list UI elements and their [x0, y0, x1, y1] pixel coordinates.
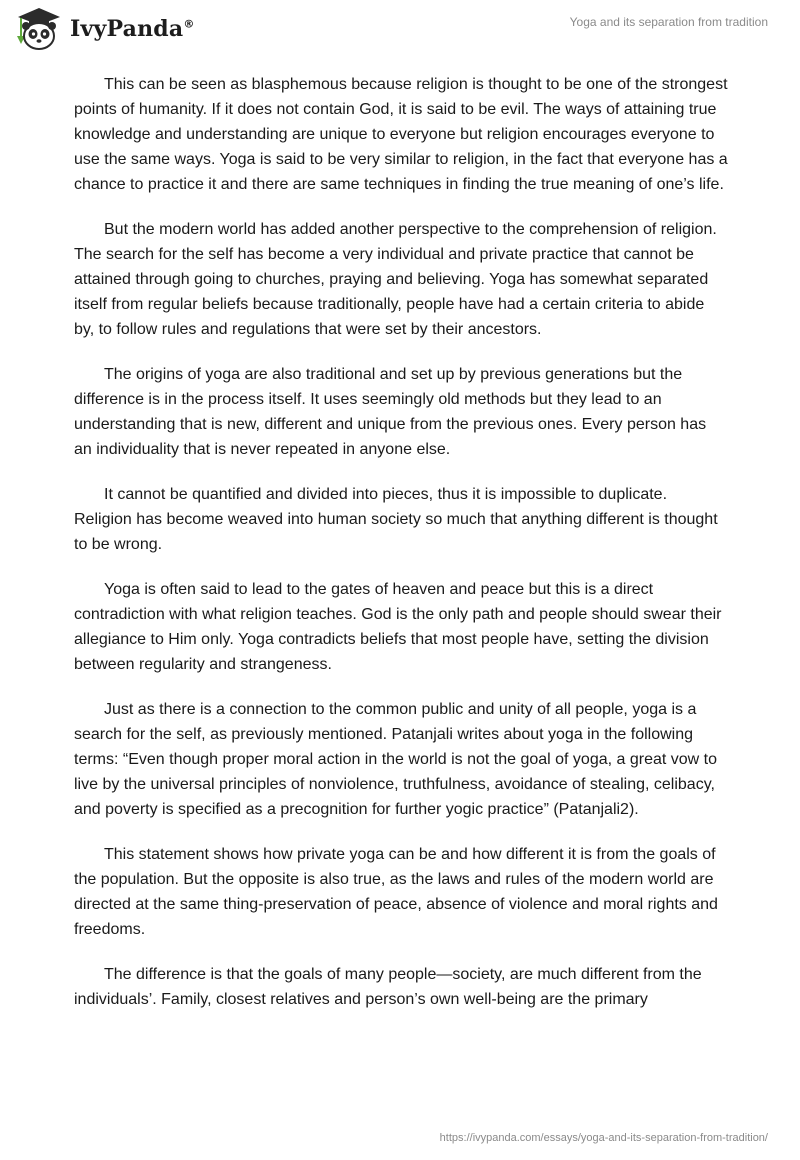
paragraph: Just as there is a connection to the common public and unity of all people, yoga is a search for the self, as previously mentioned. Patanjali writes about yoga in the following terms: “Even though proper moral action in the world is not the goal of yoga, a great vow to live by the universal principles of nonviolence, truthfulness, avoidance of stealing, celibacy, and poverty is specified as a precognition for further yogic practice” (Patanjali2). [74, 701, 718, 818]
page-header [0, 0, 800, 60]
paragraph: The origins of yoga are also traditional and set up by previous generations but the difference is in the process itself. It uses seemingly old methods but they lead to an understanding that is new, different and unique from the previous ones. Every person has an individuality that is never repeated in anyone else. [74, 366, 707, 458]
paragraph: Yoga is often said to lead to the gates of heaven and peace but this is a direct contradiction with what religion teaches. God is the only path and people should swear their allegiance to Him only. Yoga contradicts beliefs that most people have, setting the division between regularity and strangeness. [74, 581, 722, 673]
site-logo[interactable] [14, 6, 195, 52]
paragraph: It cannot be quantified and divided into pieces, thus it is impossible to duplicate. Religion has become weaved into human society so much that anything different is thought to be wrong. [74, 486, 718, 553]
document-title: Yoga and its separation from tradition [569, 15, 768, 29]
logo-wordmark [70, 16, 195, 42]
paragraph: This can be seen as blasphemous because religion is thought to be one of the strongest points of humanity. If it does not contain God, it is said to be evil. The ways of attaining true knowledge and understanding are unique to everyone but religion encourages everyone to use the same ways. Yoga is said to be very similar to religion, in the fact that everyone has a chance to practice it and there are same techniques in finding the true meaning of one’s life. [74, 76, 728, 193]
paragraph: This statement shows how private yoga can be and how different it is from the goals of the population. But the opposite is also true, as the laws and rules of the modern world are directed at the same thing-preservation of peace, absence of violence and moral rights and freedoms. [74, 846, 718, 938]
source-url[interactable]: https://ivypanda.com/essays/yoga-and-its-separation-from-tradition/ [439, 1132, 768, 1144]
paragraph: But the modern world has added another perspective to the comprehension of religion. The search for the self has become a very individual and private practice that cannot be attained through going to churches, praying and believing. Yoga has somewhat separated itself from regular beliefs because traditionally, people have had a certain criteria to abide by, to follow rules and regulations that were set by their ancestors. [74, 221, 717, 338]
essay-body [74, 72, 728, 1032]
registered-mark: ® [183, 17, 195, 31]
paragraph: The difference is that the goals of many people—society, are much different from the individuals’. Family, closest relatives and person’s own well-being are the primary [74, 966, 702, 1008]
panda-graduate-icon [14, 6, 64, 52]
logo-text: IvyPanda [70, 16, 184, 42]
